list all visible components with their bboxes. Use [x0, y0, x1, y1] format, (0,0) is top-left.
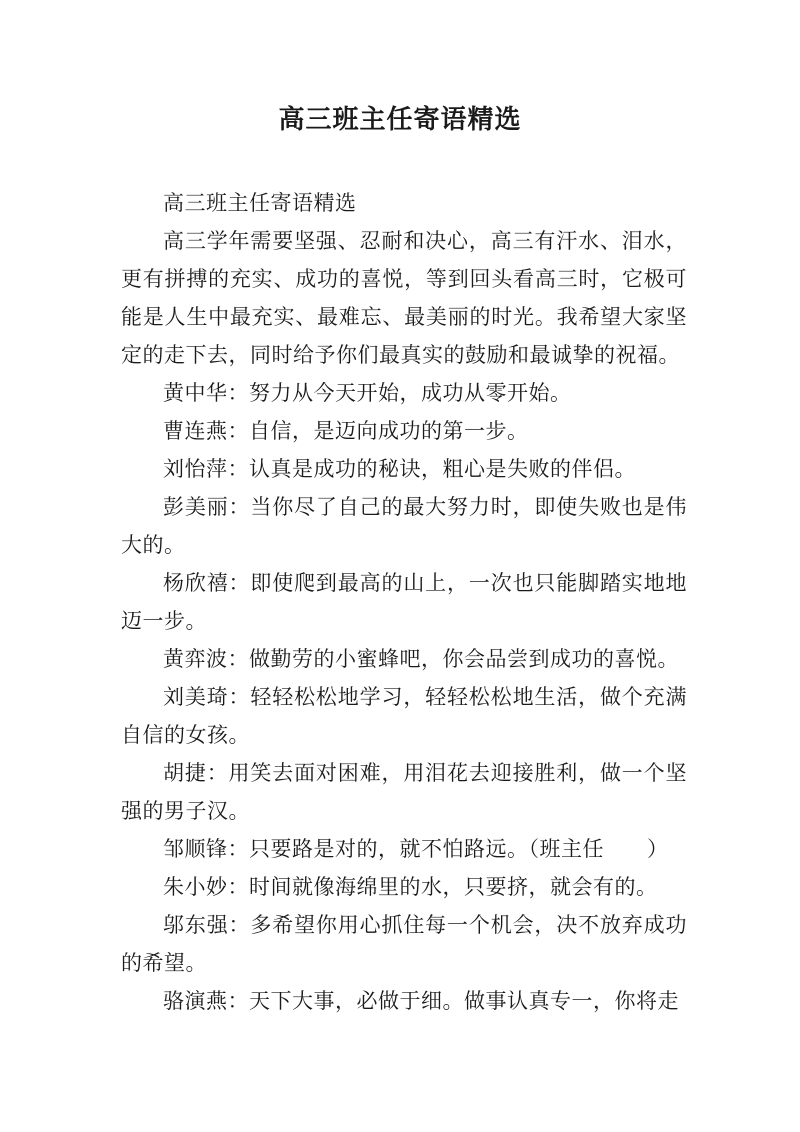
- paragraph-message: 杨欣禧：即使爬到最高的山上，一次也只能脚踏实地地迈一步。: [121, 571, 687, 633]
- document-title: 高三班主任寄语精选: [278, 105, 522, 135]
- paragraph-message: 刘怡萍：认真是成功的秘诀，粗心是失败的伴侣。: [163, 457, 636, 481]
- paragraph-intro: 高三学年需要坚强、忍耐和决心，高三有汗水、泪水，更有拼搏的充实、成功的喜悦，等到回头看高三时，它极可能是人生中最充实、最难忘、最美丽的时光。我希望大家坚定的走下去，同时给予你们最真实的鼓励和最诚挚的祝福。: [121, 229, 687, 367]
- paragraph-message: 黄中华：努力从今天开始，成功从零开始。: [163, 381, 572, 405]
- paragraph-heading: 高三班主任寄语精选: [163, 191, 357, 215]
- paragraph-message: 朱小妙：时间就像海绵里的水，只要挤，就会有的。: [163, 875, 658, 899]
- paragraph-message: 骆演燕：天下大事，必做于细。做事认真专一，你将走: [163, 989, 679, 1013]
- document-body: [121, 184, 687, 1020]
- paragraph-message: 曹连燕：自信，是迈向成功的第一步。: [163, 419, 529, 443]
- paragraph-message: 黄弈波：做勤劳的小蜜蜂吧，你会品尝到成功的喜悦。: [163, 647, 679, 671]
- paragraph-message: 刘美琦：轻轻松松地学习，轻轻松松地生活，做个充满自信的女孩。: [121, 685, 687, 747]
- paragraph-message: 邬东强：多希望你用心抓住每一个机会，决不放弃成功的希望。: [121, 913, 687, 975]
- paragraph-message: 胡捷：用笑去面对困难，用泪花去迎接胜利，做一个坚强的男子汉。: [121, 761, 687, 823]
- paragraph-message: 彭美丽：当你尽了自己的最大努力时，即使失败也是伟大的。: [121, 495, 687, 557]
- paragraph-message: 邹顺锋：只要路是对的，就不怕路远。（班主任 ）: [163, 837, 669, 861]
